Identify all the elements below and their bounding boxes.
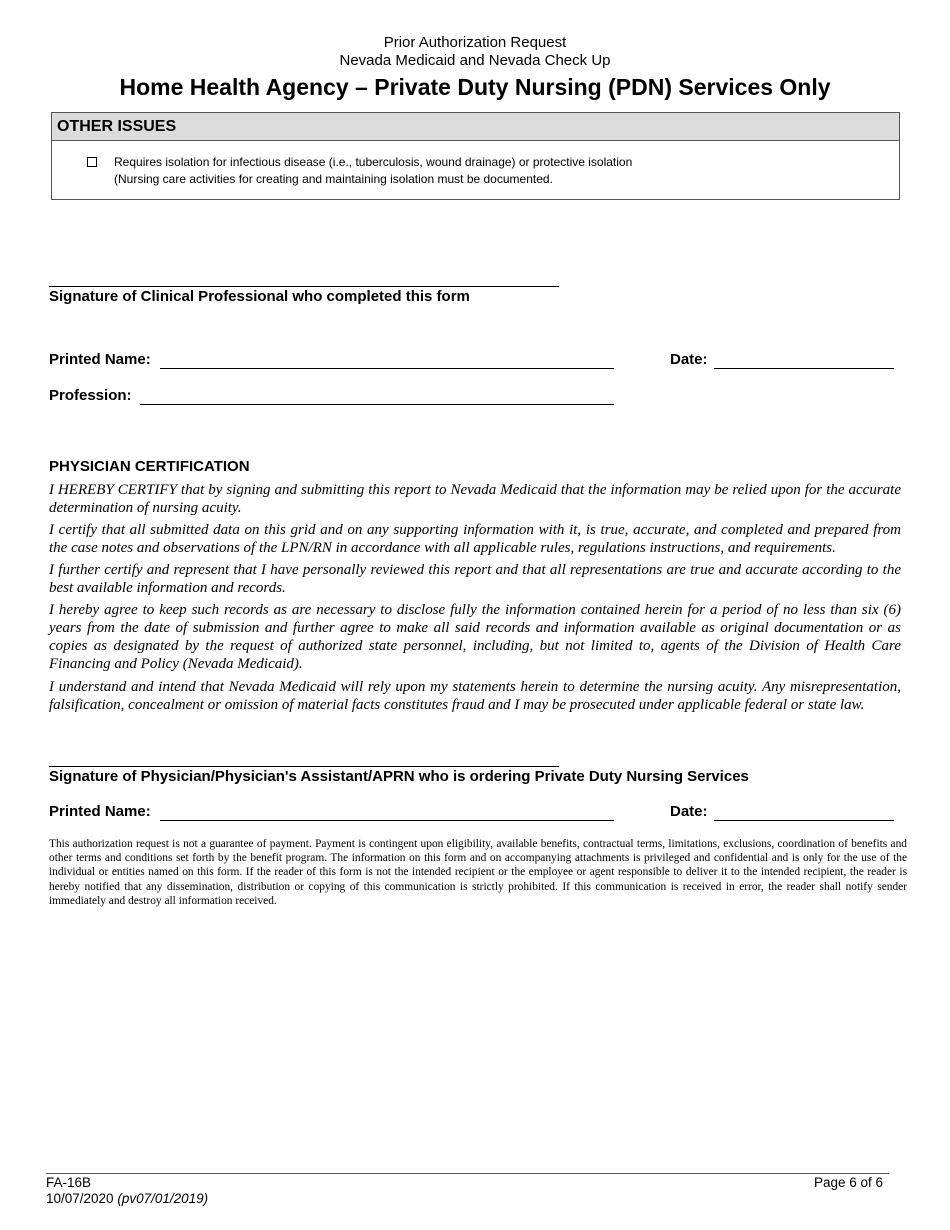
clinical-date-field[interactable] (714, 352, 894, 369)
isolation-item-text (114, 154, 814, 188)
form-header-line1: Prior Authorization Request (383, 34, 567, 51)
physician-date-field[interactable] (714, 804, 894, 821)
footer-prev-version: (pv07/01/2019) (117, 1191, 209, 1206)
certification-paragraph-1: I HEREBY CERTIFY that by signing and submitting this report to Nevada Medicaid that the information may be relied upon for the accurate determination of nursing acuity. (49, 482, 901, 516)
certification-paragraph-2: I certify that all submitted data on this grid and on any supporting information with it, is true, accurate, and completed and prepared from the case notes and observations of the LPN/RN in accordance with all applicable rules, regulations instructions, and requirements. (49, 522, 901, 556)
physician-date-label: Date: (670, 803, 708, 820)
form-header-line2: Nevada Medicaid and Nevada Check Up (339, 52, 611, 69)
clinical-printed-name-input[interactable] (160, 353, 614, 369)
clinical-signature-label: Signature of Clinical Professional who completed this form (49, 288, 470, 305)
other-issues-heading: OTHER ISSUES (52, 113, 899, 141)
isolation-item-line1: Requires isolation for infectious disease (i.e., tuberculosis, wound drainage) or protective isolation (114, 155, 633, 169)
footer-page-number: Page 6 of 6 (814, 1175, 884, 1190)
disclaimer-text: This authorization request is not a guarantee of payment. Payment is contingent upon eligibility, available benefits, contractual terms, limitations, exclusions, coordination of benefits and other terms and conditions set forth by the benefit program. The information on this form and on accompanying attachments is privileged and confidential and is only for the use of the individual or entities named on this form. If the reader of this form is not the intended recipient or the employee or agent responsible to deliver it to the intended recipient, the reader is hereby notified that any dissemination, distribution or copying of this communication is strictly prohibited. If this communication is received in error, the reader shall notify sender immediately and destroy all information received. (49, 838, 907, 907)
profession-field[interactable] (140, 388, 614, 405)
footer-divider (46, 1173, 889, 1174)
physician-signature-line[interactable] (49, 766, 559, 767)
footer-form-id: FA-16B (46, 1175, 92, 1190)
profession-input[interactable] (140, 389, 614, 405)
physician-date-input[interactable] (714, 805, 894, 821)
physician-signature-label: Signature of Physician/Physician's Assistant/APRN who is ordering Private Duty Nursing Services (49, 768, 749, 785)
physician-printed-name-field[interactable] (160, 804, 614, 821)
certification-paragraph-3: I further certify and represent that I have personally reviewed this report and that all representations are true and accurate according to the best available information and records. (49, 562, 901, 596)
clinical-printed-name-label: Printed Name: (49, 351, 151, 368)
clinical-printed-name-field[interactable] (160, 352, 614, 369)
page-title: Home Health Agency – Private Duty Nursing (PDN) Services Only (119, 74, 831, 100)
isolation-checkbox[interactable] (87, 157, 97, 167)
footer-date: 10/07/2020 (46, 1191, 114, 1206)
clinical-date-input[interactable] (714, 353, 894, 369)
physician-printed-name-label: Printed Name: (49, 803, 151, 820)
isolation-item-line2: (Nursing care activities for creating and maintaining isolation must be documented. (114, 172, 553, 186)
clinical-signature-line[interactable] (49, 286, 559, 287)
certification-paragraph-5: I understand and intend that Nevada Medicaid will rely upon my statements herein to determine the nursing acuity. Any misrepresentation, falsification, concealment or omission of material facts constitutes fraud and I may be prosecuted under applicable federal or state law. (49, 679, 901, 713)
physician-printed-name-input[interactable] (160, 805, 614, 821)
certification-paragraph-4: I hereby agree to keep such records as are necessary to disclose fully the information contained herein for a period of no less than six (6) years from the date of submission and further agree to make all said records and information available as original documentation or as copies as designated by the request of authorized state personnel, including, but not limited to, agents of the Division of Health Care Financing and Policy (Nevada Medicaid). (49, 602, 901, 672)
profession-label: Profession: (49, 387, 132, 404)
other-issues-section (51, 112, 900, 200)
physician-certification-heading: PHYSICIAN CERTIFICATION (49, 458, 250, 475)
footer-revision (46, 1191, 208, 1206)
clinical-date-label: Date: (670, 351, 708, 368)
